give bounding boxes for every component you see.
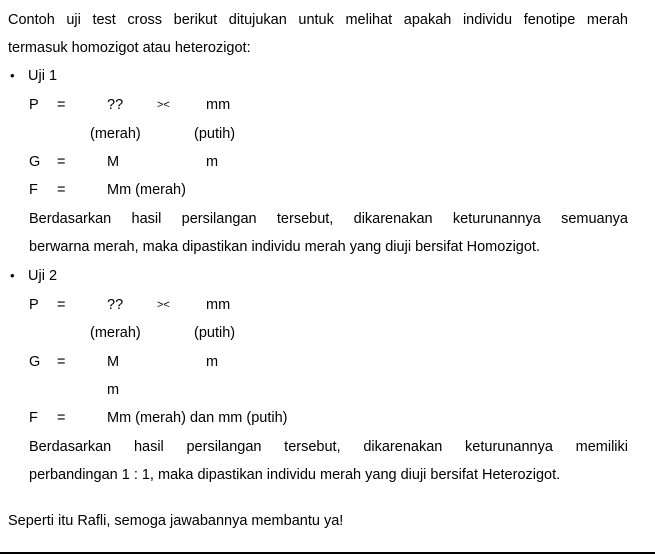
test-1-parent-2: mm xyxy=(206,97,231,113)
test-2-gamete-1b: m xyxy=(107,382,120,398)
test-1-g-label: G xyxy=(29,154,41,170)
test-2-conclusion-line-1: Berdasarkan hasil persilangan tersebut, dikarenakan keturunannya memiliki xyxy=(29,439,628,455)
test-2-f-result: Mm (merah) dan mm (putih) xyxy=(107,410,288,426)
test-2-parent-2: mm xyxy=(206,297,231,313)
bullet-icon: • xyxy=(10,268,15,283)
test-2-title: Uji 2 xyxy=(28,268,58,284)
test-1-phenotype-2: (putih) xyxy=(194,126,236,142)
test-1-gamete-2: m xyxy=(206,154,219,170)
test-2-parent-1: ?? xyxy=(107,297,124,313)
test-2-f-eq: = xyxy=(57,410,66,426)
test-2-f-label: F xyxy=(29,410,38,426)
test-2-cross-symbol: >< xyxy=(157,299,170,311)
test-1-f-result: Mm (merah) xyxy=(107,182,186,198)
test-2-p-label: P xyxy=(29,297,39,313)
bottom-divider xyxy=(0,552,655,554)
test-1-p-eq: = xyxy=(57,97,66,113)
test-2-g-label: G xyxy=(29,354,41,370)
test-1-conclusion-line-1: Berdasarkan hasil persilangan tersebut, dikarenakan keturunannya semuanya xyxy=(29,211,628,227)
test-2-g-eq: = xyxy=(57,354,66,370)
test-1-parent-1: ?? xyxy=(107,97,124,113)
test-1-title: Uji 1 xyxy=(28,68,58,84)
test-2-gamete-1a: M xyxy=(107,354,120,370)
test-1-g-eq: = xyxy=(57,154,66,170)
intro-line-2: termasuk homozigot atau heterozigot: xyxy=(8,40,251,56)
test-2-phenotype-1: (merah) xyxy=(90,325,141,341)
test-2-p-eq: = xyxy=(57,297,66,313)
test-1-p-label: P xyxy=(29,97,39,113)
test-1-gamete-1: M xyxy=(107,154,120,170)
test-1-phenotype-1: (merah) xyxy=(90,126,141,142)
bullet-icon: • xyxy=(10,68,15,83)
test-1-f-eq: = xyxy=(57,182,66,198)
test-1-conclusion-line-2: berwarna merah, maka dipastikan individu merah yang diuji bersifat Homozigot. xyxy=(29,239,540,255)
closing-text: Seperti itu Rafli, semoga jawabannya membantu ya! xyxy=(8,513,344,529)
test-1-f-label: F xyxy=(29,182,38,198)
test-2-phenotype-2: (putih) xyxy=(194,325,236,341)
test-2-conclusion-line-2: perbandingan 1 : 1, maka dipastikan individu merah yang diuji bersifat Heterozigot. xyxy=(29,467,561,483)
test-2-gamete-2: m xyxy=(206,354,219,370)
test-1-cross-symbol: >< xyxy=(157,99,170,111)
intro-line-1: Contoh uji test cross berikut ditujukan untuk melihat apakah individu fenotipe merah xyxy=(8,12,628,28)
